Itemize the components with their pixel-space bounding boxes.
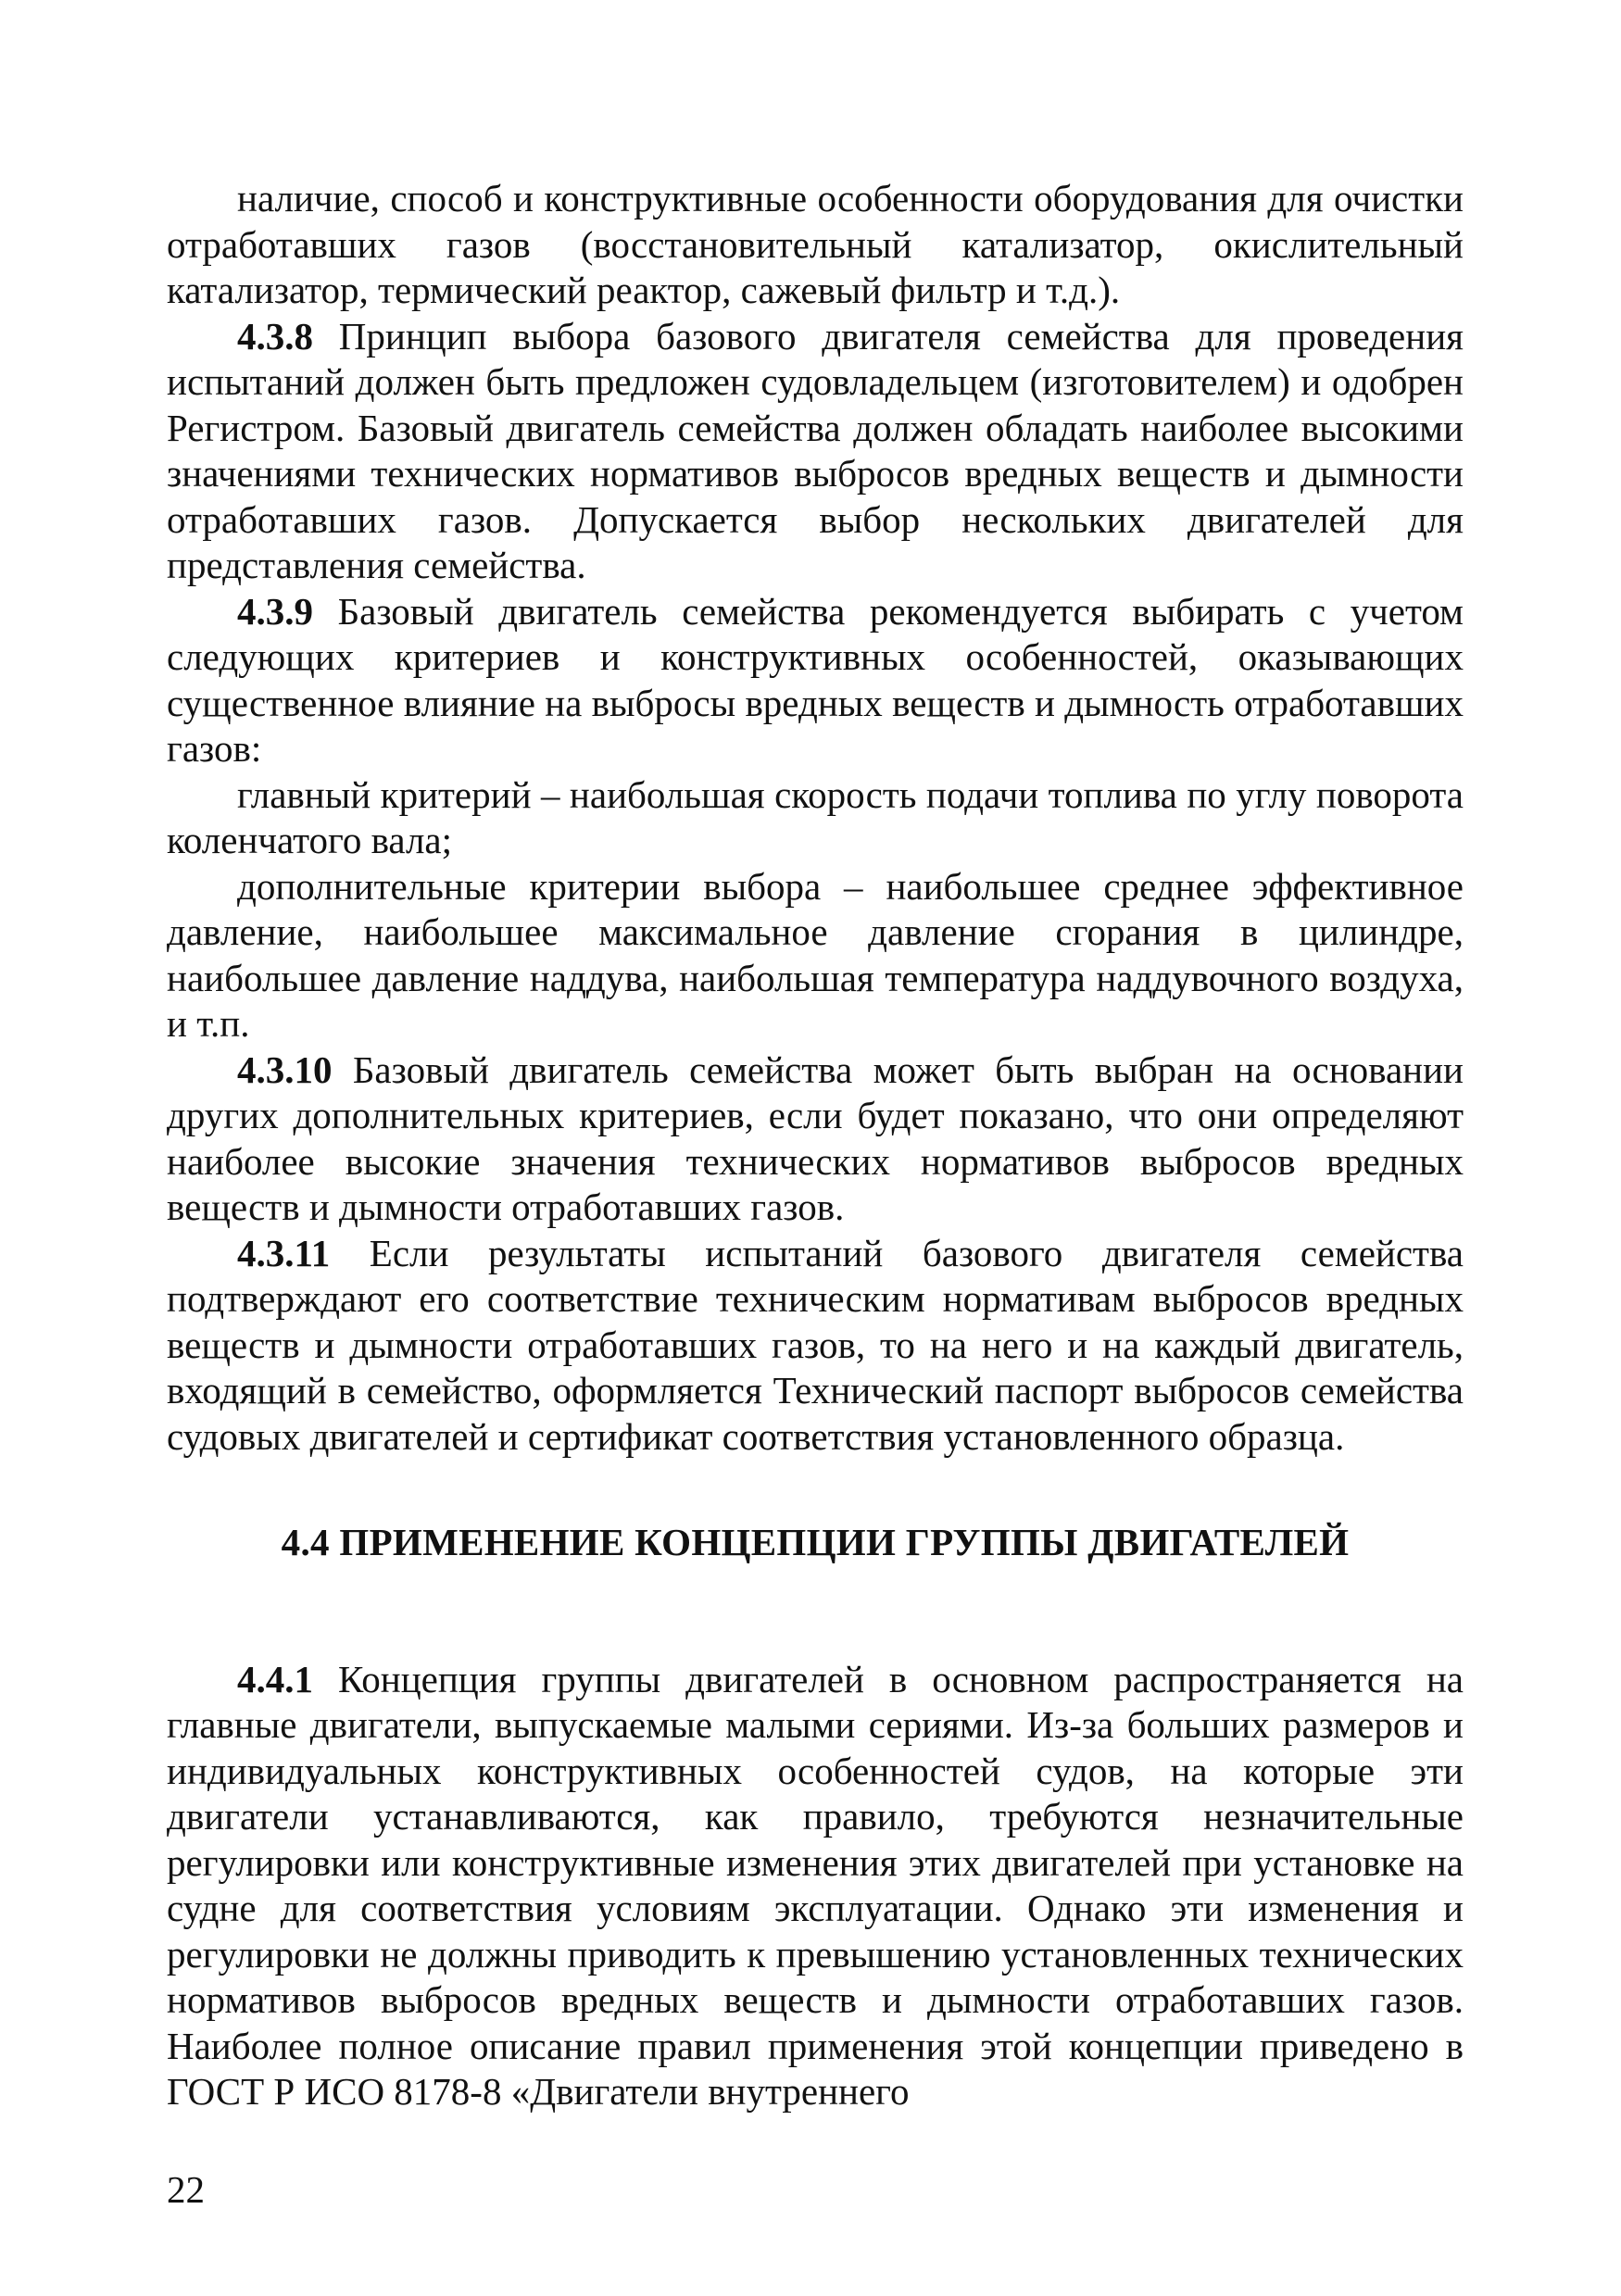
paragraph-text: Концепция группы двигателей в основном распространяется на главные двигатели, выпускаемые малыми сериями. Из-за больших размеров и индивидуальных конструктивных особенностей судов, на которые эти двигатели устанавливаются, как правило, требуются незначительные регулировки или конструктивные изменения этих двигателей при установке на судне для соответствия условиям эксплуатации. Однако эти изменения и регулировки не должны приводить к превышению установленных технических нормативов выбросов вредных веществ и дымности отработавших газов. Наиболее полное описание правил применения этой концепции приведено в ГОСТ Р ИСО 8178-8 «Двигатели внутреннего <box>167 1657 1464 2113</box>
paragraph-4-4-1 <box>167 1657 1464 2115</box>
clause-number: 4.3.10 <box>237 1048 333 1091</box>
paragraph-4-3-10 <box>167 1048 1464 1231</box>
paragraph-text: Если результаты испытаний базового двигателя семейства подтверждают его соответствие техническим нормативам выбросов вредных веществ и дымности отработавших газов, то на него и на каждый двигатель, входящий в семейство, оформляется Технический паспорт выбросов семейства судовых двигателей и сертификат соответствия установленного образца. <box>167 1231 1464 1458</box>
clause-number: 4.3.11 <box>237 1231 331 1274</box>
clause-number: 4.3.9 <box>237 589 313 633</box>
paragraph-continuation <box>167 176 1464 314</box>
paragraph-additional-criteria <box>167 864 1464 1048</box>
paragraph-4-3-8 <box>167 314 1464 589</box>
clause-number: 4.4.1 <box>237 1657 313 1700</box>
paragraph-4-3-11 <box>167 1231 1464 1461</box>
paragraph-text: Базовый двигатель семейства рекомендуется выбирать с учетом следующих критериев и конструктивных особенностей, оказывающих существенное влияние на выбросы вредных веществ и дымность отработавших газов: <box>167 589 1464 770</box>
paragraph-text: Принцип выбора базового двигателя семейства для проведения испытаний должен быть предложен судовладельцем (изготовителем) и одобрен Регистром. Базовый двигатель семейства должен обладать наиболее высокими значениями технических нормативов выбросов вредных веществ и дымности отработавших газов. Допускается выбор нескольких двигателей для представления семейства. <box>167 314 1464 586</box>
section-heading: 4.4 ПРИМЕНЕНИЕ КОНЦЕПЦИИ ГРУППЫ ДВИГАТЕЛЕЙ <box>281 1521 1350 1563</box>
page-number: 22 <box>167 2168 205 2211</box>
paragraph-main-criterion <box>167 772 1464 864</box>
paragraph-text: Базовый двигатель семейства может быть выбран на основании других дополнительных критериев, если будет показано, что они определяют наиболее высокие значения технических нормативов выбросов вредных веществ и дымности отработавших газов. <box>167 1048 1464 1228</box>
paragraph-text: дополнительные критерии выбора – наибольшее среднее эффективное давление, наибольшее максимальное давление сгорания в цилиндре, наибольшее давление наддува, наибольшая температура наддувочного воздуха, и т.п. <box>167 864 1464 1045</box>
paragraph-text: наличие, способ и конструктивные особенности оборудования для очистки отработавших газов (восстановительный катализатор, окислительный катализатор, термический реактор, сажевый фильтр и т.д.). <box>167 177 1464 311</box>
paragraph-4-3-9 <box>167 589 1464 772</box>
paragraph-text: главный критерий – наибольшая скорость подачи топлива по углу поворота коленчатого вала; <box>167 772 1464 861</box>
page-body <box>167 176 1464 2115</box>
clause-number: 4.3.8 <box>237 314 313 358</box>
